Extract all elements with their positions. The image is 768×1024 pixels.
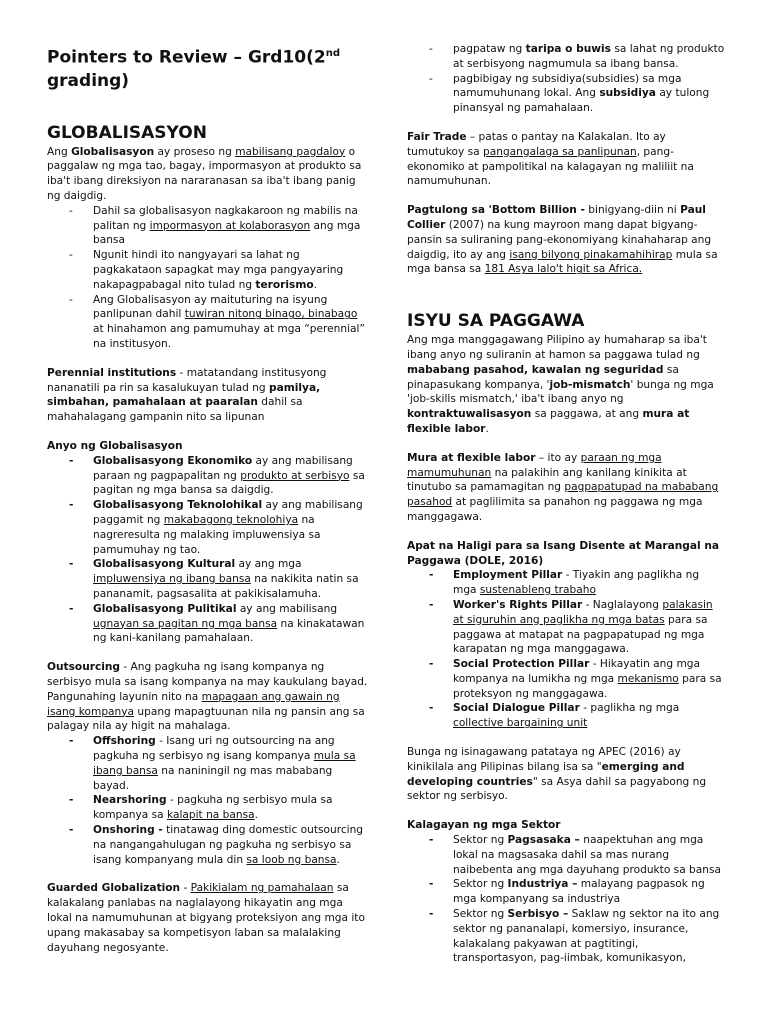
- list-item: - Dahil sa globalisasyon nagkakaroon ng mabilis na palitan ng impormasyon at kolaborasyon ang mga bansa: [47, 204, 369, 248]
- list-item: - Onshoring - tinatawag ding domestic outsourcing na nangangahulugan ng pagkuha ng serbisyo sa isang kompanyang mula din sa loob ng bansa.: [47, 823, 369, 867]
- list-item: - Offshoring - Isang uri ng outsourcing na ang pagkuha ng serbisyo ng isang kompanya mula sa ibang bansa na naniningil ng mas mababang bayad.: [47, 734, 369, 793]
- list-item: - pagpataw ng taripa o buwis sa lahat ng produkto at serbisyong nagmumula sa ibang bansa.: [407, 42, 725, 72]
- globalisasyon-intro: Ang Globalisasyon ay proseso ng mabilisang pagdaloy o paggalaw ng mga tao, bagay, impormasyon at produkto sa iba't ibang direksiyon na nararanasan sa iba't ibang panig ng daigdig.: [47, 145, 362, 203]
- list-item: - Globalisasyong Ekonomiko ay ang mabilisang paraan ng pagpapalitan ng produkto at serbisyo sa pagitan ng mga bansa sa daigdig.: [47, 454, 369, 498]
- list-item: - Sektor ng Serbisyo – Saklaw ng sektor na ito ang sektor ng pananalapi, komersiyo, insurance, kalakalang pakyawan at pagtitingi, transportasyon, pag-iimbak, komunikasyon,: [407, 907, 725, 966]
- sektor-list: [407, 833, 725, 966]
- page-title: [47, 42, 369, 93]
- list-item: - Globalisasyong Kultural ay ang mga impluwensiya ng ibang bansa na nakikita natin sa pananamit, pagsasalita at pakikisalamuha.: [47, 557, 369, 601]
- bottom-billion-paragraph: Pagtulong sa 'Bottom Billion - binigyang-diin ni Paul Collier (2007) na kung mayroon mang dapat bigyang-pansin sa suliraning pang-ekonomiyang kinahaharap ang daigdig, ito ay ang isang bilyong pinakamahihirap mula sa mga bansa sa 181 Asya lalo't higit sa Africa.: [407, 204, 718, 276]
- title-superscript: nd: [325, 48, 341, 59]
- list-item: - Sektor ng Industriya – malayang pagpasok ng mga kompanyang sa industriya: [407, 877, 725, 907]
- isyu-sa-paggawa-heading: ISYU SA PAGGAWA: [407, 311, 585, 332]
- list-item: - Ngunit hindi ito nangyayari sa lahat ng pagkakataon sapagkat may mga pangyayaring nakapagpabagal nito tulad ng terorismo.: [47, 248, 369, 292]
- list-item: - Social Protection Pillar - Hikayatin ang mga kompanya na lumikha ng mga mekanismo para sa proteksyon ng manggagawa.: [407, 657, 725, 701]
- sektor-heading: Kalagayan ng mga Sektor: [407, 819, 561, 832]
- list-item: - Employment Pillar - Tiyakin ang paglikha ng mga sustenableng trabaho: [407, 568, 725, 598]
- fair-trade-paragraph: Fair Trade – patas o pantay na Kalakalan. Ito ay tumutukoy sa pangangalaga sa panlipunan, pang-ekonomiko at pampolitikal na kalagayan ng maliliit na namumuhunan.: [407, 130, 694, 188]
- guarded-globalization-paragraph: Guarded Globalization - Pakikialam ng pamahalaan sa kalakalang panlabas na naglalayong hikayatin ang mga lokal na namumuhunan at bigyang proteksiyon ang mga ito upang makasabay sa kompetisyon laban sa malalaking dayuhang negosyante.: [47, 882, 365, 954]
- list-item: - Ang Globalisasyon ay maituturing na isyung panlipunan dahil tuwiran nitong binago, binabago at hinahamon ang pamumuhay at mga “perennial” na institusyon.: [47, 293, 369, 352]
- list-item: - Globalisasyong Pulitikal ay ang mabilisang ugnayan sa pagitan ng mga bansa na kinakatawan ng kani-kanilang pamahalaan.: [47, 602, 369, 646]
- list-item: - pagbibigay ng subsidiya(subsidies) sa mga namumuhunang lokal. Ang subsidiya ay tulong pinansyal ng pamahalaan.: [407, 72, 725, 116]
- globalisasyon-list: [47, 204, 369, 352]
- list-item: - Nearshoring - pagkuha ng serbisyo mula sa kompanya sa kalapit na bansa.: [47, 793, 369, 823]
- list-item: - Globalisasyong Teknolohikal ay ang mabilisang paggamit ng makabagong teknolohiya na nagreresulta ng malaking impluwensiya sa pamumuhay ng tao.: [47, 498, 369, 557]
- outsourcing-paragraph: Outsourcing - Ang pagkuha ng isang kompanya ng serbisyo mula sa isang kompanya na may kaukulang bayad. Pangunahing layunin nito na mapagaan ang gawain ng isang kompanya upang mapagtuunan nila ng pansin ang sa palagay nila ay higit na mahalaga.: [47, 661, 368, 733]
- anyo-list: [47, 454, 369, 646]
- paggawa-paragraph: Ang mga manggagawang Pilipino ay humaharap sa iba't ibang anyo ng suliranin at hamon sa paggawa tulad ng mababang pasahod, kawalan ng seguridad sa pinapasukang kompanya, 'job-mismatch' bunga ng mga 'job-skills mismatch,' iba't ibang anyo ng kontraktuwalisasyon sa paggawa, at ang mura at flexible labor.: [407, 334, 714, 435]
- list-item: - Sektor ng Pagsasaka – naapektuhan ang mga lokal na magsasaka dahil sa mas nurang naibebenta ang mga dayuhang produkto sa bansa: [407, 833, 725, 877]
- list-item: - Social Dialogue Pillar - paglikha ng mga collective bargaining unit: [407, 701, 725, 731]
- globalisasyon-heading: GLOBALISASYON: [47, 122, 207, 143]
- left-column: [47, 0, 369, 955]
- right-column: [407, 0, 725, 966]
- guarded-continued-list: [407, 42, 725, 116]
- haligi-list: [407, 568, 725, 731]
- perennial-paragraph: Perennial institutions - matatandang institusyong nananatili pa rin sa kasalukuyan tulad ng pamilya, simbahan, pamahalaan at paaralan dahil sa mahahalagang gampanin nito sa lipunan: [47, 366, 327, 424]
- apec-paragraph: Bunga ng isinagawang patataya ng APEC (2016) ay kinikilala ang Pilipinas bilang isa sa "emerging and developing countries" sa Asya dahil sa pagyabong ng sektor ng serbisyo.: [407, 746, 707, 803]
- mura-flexible-paragraph: Mura at flexible labor – ito ay paraan ng mga mamumuhunan na palakihin ang kanilang kinikita at tinutubo sa pamamagitan ng pagpapatupad na mababang pasahod at paglilimita sa panahon ng paggawa ng mga manggagawa.: [407, 451, 719, 523]
- title-main: Pointers to Review – Grd10(2: [47, 47, 326, 68]
- title-tail: grading): [47, 70, 130, 91]
- haligi-heading: Apat na Haligi para sa Isang Disente at Marangal na Paggawa (DOLE, 2016): [407, 539, 720, 567]
- list-item: - Worker's Rights Pillar - Naglalayong palakasin at siguruhin ang paglikha ng mga batas para sa paggawa at matapat na pagpapatupad ng mga karapatan ng mga manggagawa.: [407, 598, 725, 657]
- outsourcing-list: [47, 734, 369, 867]
- anyo-heading: Anyo ng Globalisasyon: [47, 440, 183, 452]
